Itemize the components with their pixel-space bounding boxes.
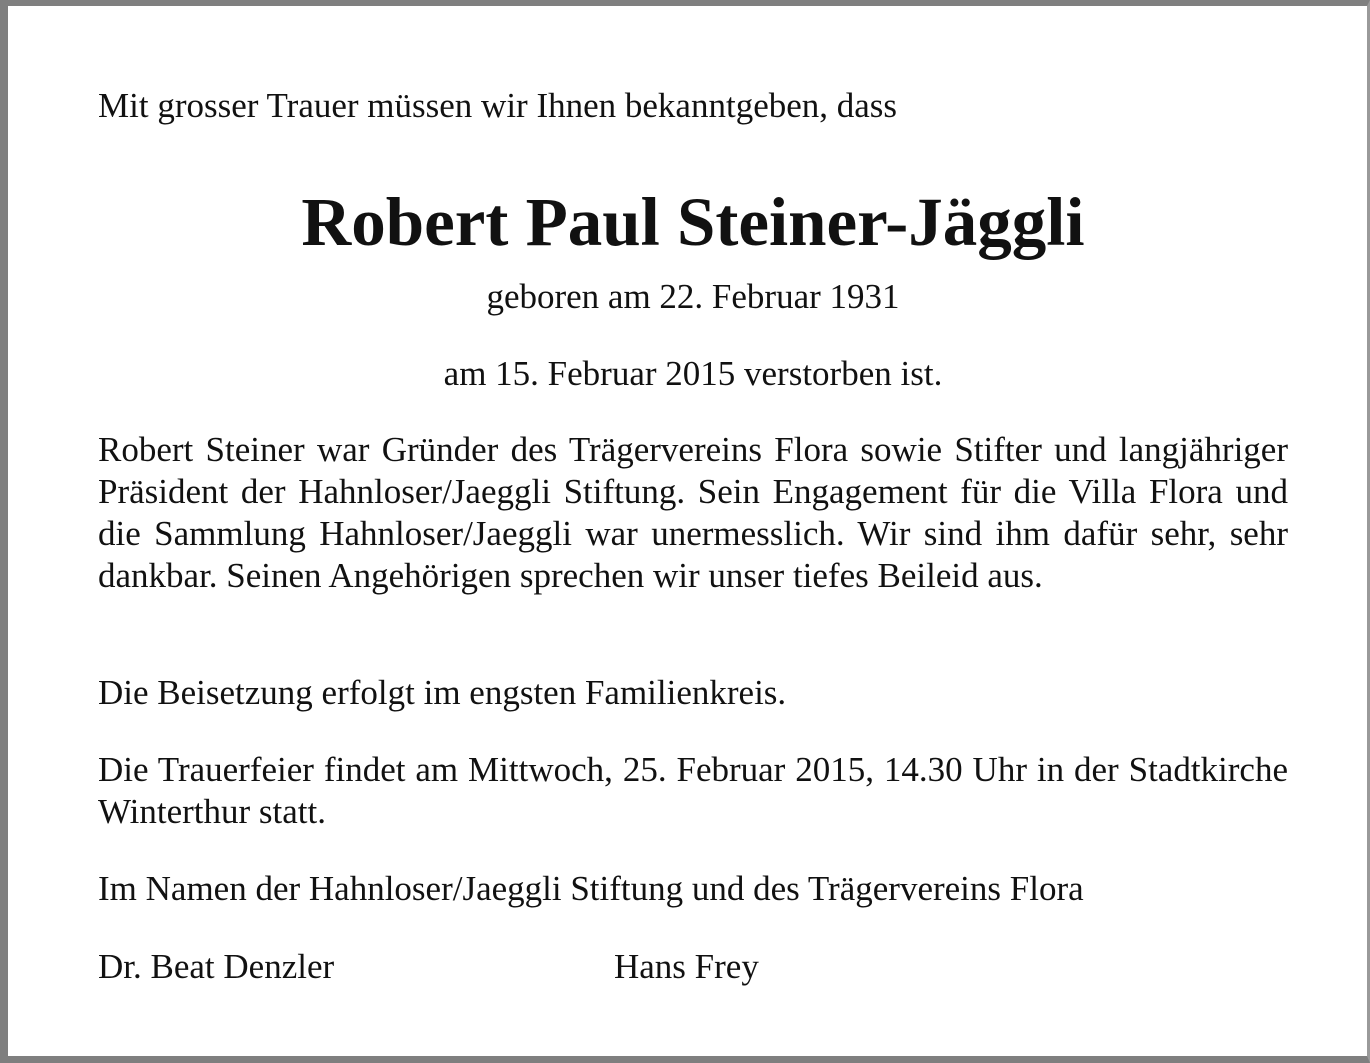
deceased-name: Robert Paul Steiner-Jäggli — [301, 184, 1085, 260]
signatory-1: Dr. Beat Denzler — [98, 947, 335, 986]
intro-text: Mit grosser Trauer müssen wir Ihnen bekanntgeben, dass — [98, 86, 898, 125]
on-behalf-paragraph: Im Namen der Hahnloser/Jaeggli Stiftung und des Trägervereins Flora — [98, 869, 1084, 908]
signatory-2: Hans Frey — [614, 947, 759, 986]
service-paragraph: Die Trauerfeier findet am Mittwoch, 25. Februar 2015, 14.30 Uhr in der Stadtkirche Winterthur statt. — [98, 750, 1288, 831]
tribute-paragraph: Robert Steiner war Gründer des Trägervereins Flora sowie Stifter und langjähriger Präsident der Hahnloser/Jaeggli Stiftung. Sein Engagement für die Villa Flora und die Sammlung Hahnloser/Jaeggli war unermesslich. Wir sind ihm dafür sehr, sehr dankbar. Seinen Angehörigen sprechen wir unser tiefes Beileid aus. — [98, 430, 1288, 595]
birth-date: geboren am 22. Februar 1931 — [486, 277, 900, 316]
death-date: am 15. Februar 2015 verstorben ist. — [443, 354, 943, 393]
burial-paragraph: Die Beisetzung erfolgt im engsten Familienkreis. — [98, 673, 787, 712]
